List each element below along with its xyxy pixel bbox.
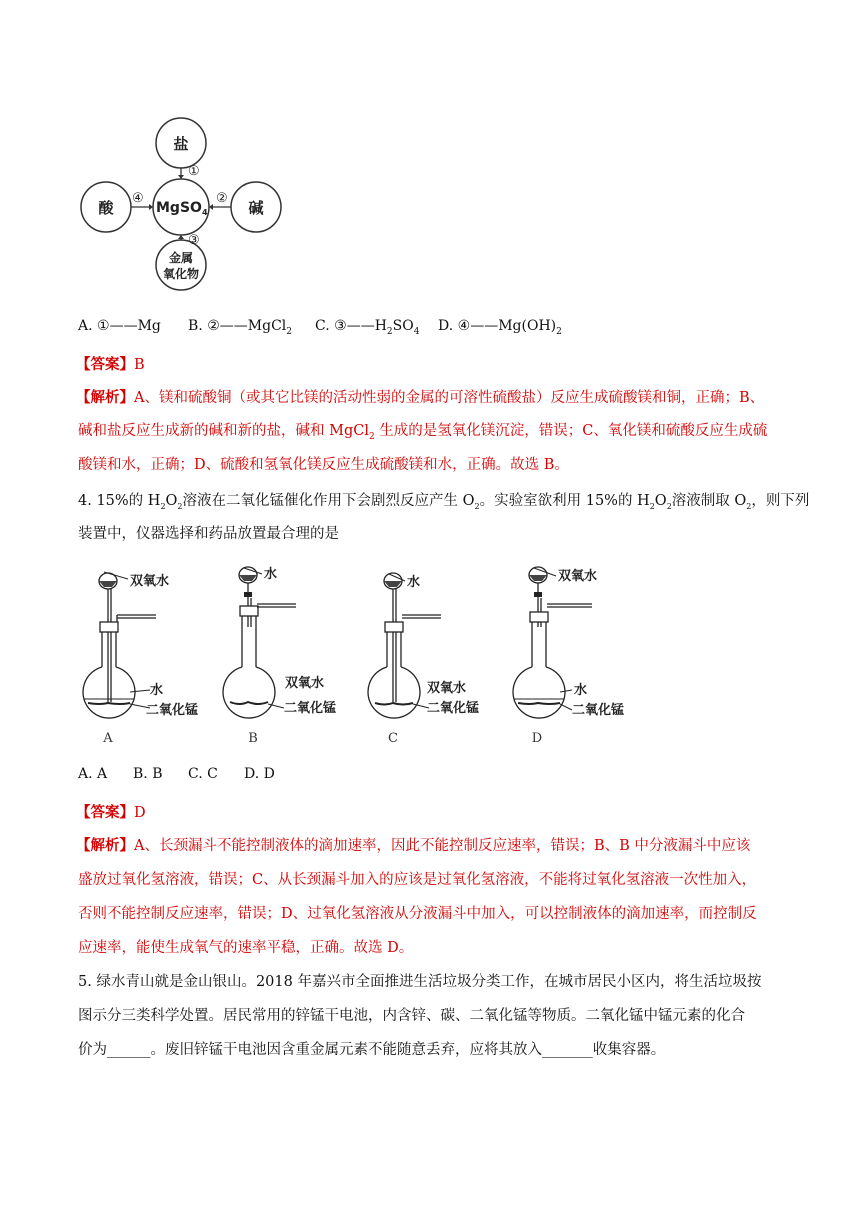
apparatus-d-flask-label1: 水 [574, 683, 588, 698]
q3-analysis-line1: 【解析】A、镁和硫酸铜（或其它比镁的活动性弱的金属的可溶性硫酸盐）反应生成硫酸镁和铜，正确；B、 [76, 389, 765, 406]
q3-option-d: D. $④——Mg(OH)_2$ [438, 318, 562, 337]
apparatus-d-funnel-label: 双氧水 [558, 569, 598, 584]
q5-stem-line3: 价为______。废旧锌锰干电池因含重金属元素不能随意丢弃，应将其放入_______收集容器。 [78, 1042, 666, 1058]
mgso4-relationship-diagram [70, 112, 300, 297]
q4-stem-line2: 装置中，仪器选择和药品放置最合理的是 [78, 526, 339, 542]
apparatus-c [368, 573, 479, 746]
q4-option-c: C. C [188, 766, 218, 782]
apparatus-a-id: A [103, 731, 113, 746]
apparatus-b [223, 566, 336, 746]
apparatus-b-flask-label1: 双氧水 [285, 676, 325, 691]
arrow-number-1: ① [188, 164, 200, 179]
q4-option-b: B. B [133, 766, 163, 782]
q4-answer: 【答案】D [76, 804, 146, 821]
arrow-number-2: ② [216, 191, 228, 206]
q4-option-a: A. A [78, 766, 108, 782]
metal-oxide-label-line1: 金属 [168, 251, 194, 265]
apparatus-figure [80, 562, 650, 752]
apparatus-a-flask-label2: 二氧化锰 [146, 703, 199, 718]
base-label: 碱 [248, 199, 264, 217]
apparatus-c-id: C [388, 731, 398, 746]
arrow-number-4: ④ [132, 191, 144, 206]
apparatus-d-flask-label2: 二氧化锰 [572, 703, 625, 718]
q4-stem-line1: 4. 15%的 $H_2O_2$溶液在二氧化锰催化作用下会剧烈反应产生 $O_2$。实验室欲利用 15%的 $H_2O_2$溶液制取 $O_2$，则下列 [78, 493, 810, 511]
q5-stem-line1: 5. 绿水青山就是金山银山。2018 年嘉兴市全面推进生活垃圾分类工作，在城市居民小区内，将生活垃圾按 [78, 974, 762, 990]
apparatus-c-funnel-label: 水 [407, 575, 421, 590]
q3-option-b: B. ②——MgCl$_2$ [188, 318, 292, 337]
apparatus-a [83, 572, 198, 746]
q5-stem-line2: 图示分三类科学处置。居民常用的锌锰干电池，内含锌、碳、二氧化锰等物质。二氧化锰中锰元素的化合 [78, 1008, 745, 1024]
q3-analysis-line3: 酸镁和水，正确；D、硫酸和氢氧化镁反应生成硫酸镁和水，正确。故选 B。 [78, 457, 569, 473]
q3-analysis-line2: 碱和盐反应生成新的碱和新的盐，碱和 MgCl$_2$ 生成的是氢氧化镁沉淀，错误；C、氧化镁和硫酸反应生成硫 [78, 423, 768, 442]
q4-analysis-line4: 应速率，能使生成氧气的速率平稳，正确。故选 D。 [78, 940, 414, 956]
q3-option-c: C. $③——H_2SO_4$ [315, 318, 420, 337]
q4-analysis-line2: 盛放过氧化氢溶液，错误；C、从长颈漏斗加入的应该是过氧化氢溶液，不能将过氧化氢溶液一次性加入， [78, 872, 757, 888]
mgso4-label: MgSO$_4$ [156, 200, 208, 217]
apparatus-b-funnel-label: 水 [264, 567, 278, 582]
apparatus-c-flask-label1: 双氧水 [427, 681, 467, 696]
apparatus-b-id: B [248, 731, 258, 746]
acid-label: 酸 [98, 199, 114, 217]
q3-answer: 【答案】B [76, 356, 145, 373]
q4-analysis-line3: 否则不能控制反应速率，错误；D、过氧化氢溶液从分液漏斗中加入，可以控制液体的滴加速率，而控制反 [78, 906, 757, 922]
apparatus-a-funnel-label: 双氧水 [130, 574, 170, 589]
apparatus-d [513, 567, 624, 746]
apparatus-c-flask-label2: 二氧化锰 [427, 701, 480, 716]
apparatus-b-flask-label2: 二氧化锰 [284, 701, 337, 716]
apparatus-d-id: D [531, 731, 543, 746]
apparatus-a-flask-label1: 水 [150, 683, 164, 698]
q4-option-d: D. D [244, 766, 275, 782]
q4-analysis-line1: 【解析】A、长颈漏斗不能控制液体的滴加速率，因此不能控制反应速率，错误；B、B 中分液漏斗中应该 [76, 837, 751, 854]
arrow-number-3: ③ [188, 233, 200, 248]
salt-label: 盐 [173, 135, 189, 153]
q3-option-a: A. ①——Mg [78, 318, 161, 334]
metal-oxide-label-line2: 氧化物 [162, 267, 200, 281]
